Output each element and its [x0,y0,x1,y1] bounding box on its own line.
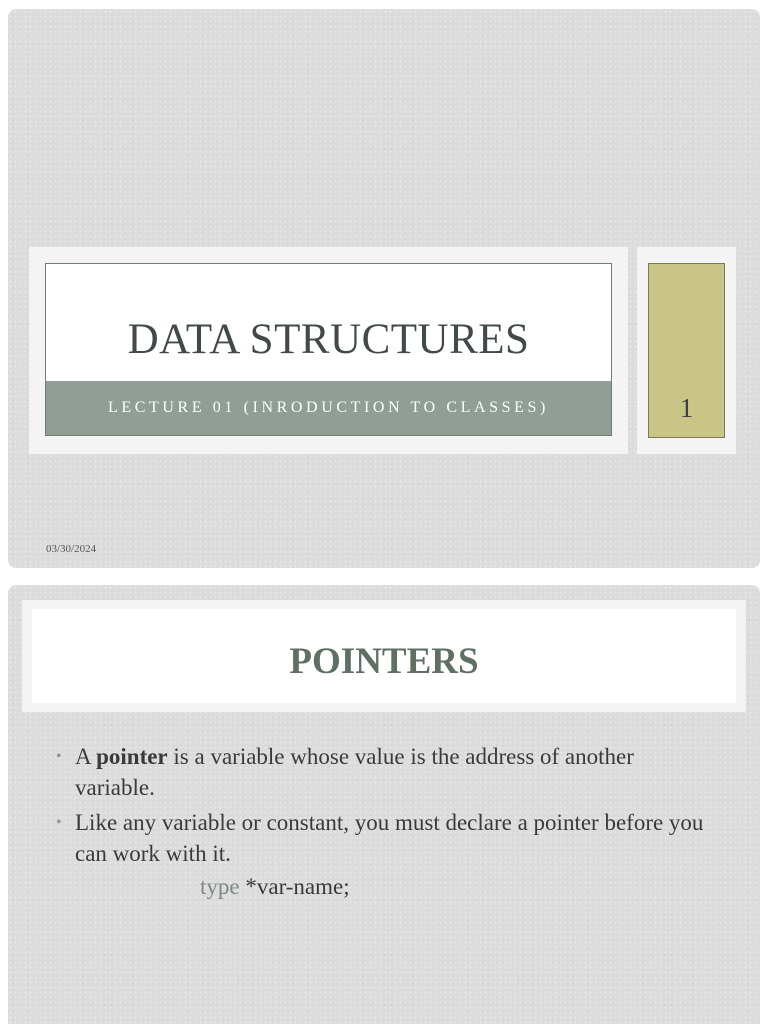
list-item [56,741,716,803]
code-syntax [200,874,350,900]
header-box [32,609,736,703]
title-slide [8,9,760,568]
slide-subtitle: LECTURE 01 (INRODUCTION TO CLASSES) [108,399,549,416]
bullet-bold-term: pointer [96,744,168,769]
header-frame [22,600,746,712]
bullet-text-prefix: A [75,744,97,769]
slide-number-box [648,263,725,438]
bullet-list [56,741,716,873]
code-rest: *var-name; [239,874,350,899]
slide-date: 03/30/2024 [46,543,97,555]
bullet-text-rest: is a variable whose value is the address of another variable. [75,744,634,800]
slide-title: DATA STRUCTURES [127,316,530,363]
bullet-icon: • [56,814,62,831]
slide-number-frame [637,247,736,454]
title-frame [29,247,628,454]
pointers-slide [8,585,760,1024]
slide-number: 1 [679,393,694,423]
code-type-keyword: type [200,874,240,899]
list-item [56,807,716,869]
bullet-icon: • [56,748,62,765]
title-box [45,263,612,436]
subtitle-band [46,381,611,435]
slide-heading: POINTERS [289,641,479,682]
bullet-text: Like any variable or constant, you must declare a pointer before you can work with it. [75,810,704,866]
